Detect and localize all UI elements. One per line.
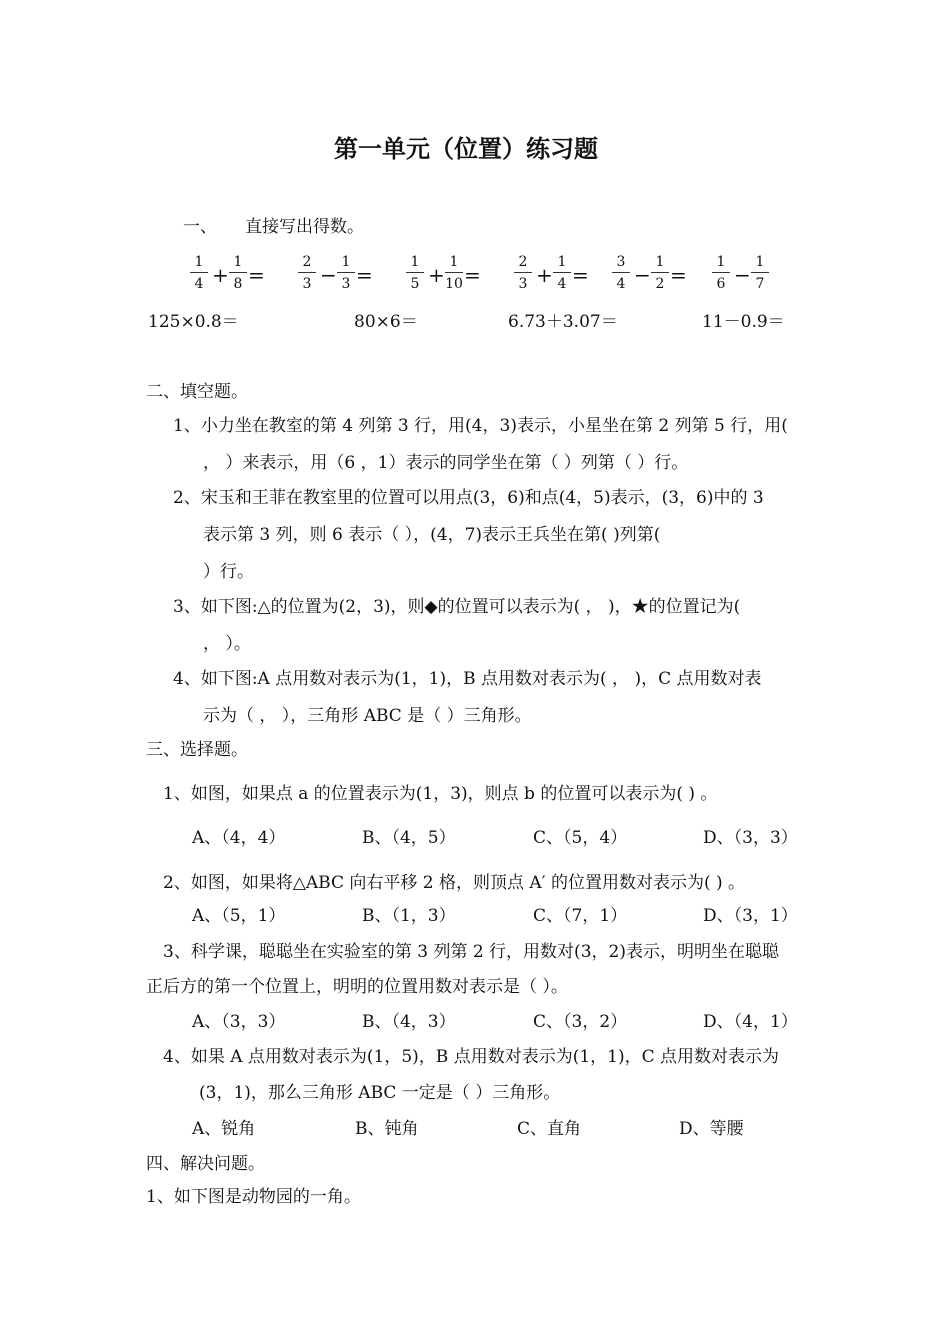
fraction [611, 255, 631, 291]
fill-q4-line2: 示为（ ， ），三角形 ABC 是（ ）三角形。 [203, 706, 532, 726]
fraction [405, 255, 425, 291]
denominator: 7 [755, 276, 765, 292]
section3-heading: 三、选择题。 [146, 740, 248, 760]
fraction-bar [229, 272, 247, 273]
choice-q2-option-b: B、（1，3） [362, 906, 456, 926]
section1-heading-text: 直接写出得数。 [245, 217, 364, 237]
fraction-bar [445, 272, 463, 273]
fraction-bar [298, 272, 316, 273]
choice-q3-option-a: A、（3，3） [192, 1012, 286, 1032]
fraction-bar [337, 272, 355, 273]
denominator: 5 [410, 276, 420, 292]
operator: + [536, 263, 553, 287]
choice-q3-option-c: C、（3，2） [533, 1012, 628, 1032]
choice-q1-option-a: A、（4，4） [192, 828, 286, 848]
numerator: 2 [518, 254, 528, 270]
denominator: 2 [655, 276, 665, 292]
section2-heading: 二、填空题。 [146, 382, 248, 402]
fraction-bar [406, 272, 424, 273]
section1-heading-number: 一、 [183, 217, 217, 237]
numerator: 1 [449, 254, 459, 270]
choice-q3-line1: 3、科学课，聪聪坐在实验室的第 3 列第 2 行，用数对(3，2)表示，明明坐在聪聪 [163, 942, 779, 962]
fraction [650, 255, 670, 291]
choice-q4-line1: 4、如果 A 点用数对表示为(1，5)，B 点用数对表示为(1，1)，C 点用数对表示为 [163, 1047, 779, 1067]
fraction [711, 255, 731, 291]
choice-q4-option-a: A、锐角 [192, 1119, 256, 1139]
fraction [513, 255, 533, 291]
denominator: 3 [518, 276, 528, 292]
choice-q1-option-b: B、（4，5） [362, 828, 456, 848]
fraction-bar [612, 272, 630, 273]
fill-q1-line2: ， ）来表示，用（6 ，1）表示的同学坐在第（ ）列第（ ）行。 [203, 453, 689, 473]
fraction [336, 255, 356, 291]
numerator: 1 [557, 254, 567, 270]
operator: − [320, 263, 337, 287]
fill-q2-line1: 2、宋玉和王菲在教室里的位置可以用点(3，6)和点(4，5)表示，(3，6)中的 3 [173, 488, 764, 508]
denominator: 4 [557, 276, 567, 292]
choice-q4-option-c: C、直角 [517, 1119, 582, 1139]
operator: + [212, 263, 229, 287]
operator: + [428, 263, 445, 287]
fraction-bar [712, 272, 730, 273]
choice-q3-line2: 正后方的第一个位置上，明明的位置用数对表示是（ ）。 [146, 977, 568, 997]
numerator: 1 [194, 254, 204, 270]
numerator: 3 [616, 254, 626, 270]
denominator: 8 [233, 276, 243, 292]
equals-sign: = [464, 263, 481, 287]
solve-q1: 1、如下图是动物园的一角。 [146, 1187, 361, 1207]
numerator: 1 [410, 254, 420, 270]
choice-q4-line2: (3，1)，那么三角形 ABC 一定是（ ）三角形。 [199, 1083, 561, 1103]
choice-q3-option-b: B、（4，3） [362, 1012, 456, 1032]
choice-q2-option-a: A、（5，1） [192, 906, 286, 926]
choice-q2-option-d: D、（3，1） [703, 906, 798, 926]
denominator: 4 [194, 276, 204, 292]
fraction-bar [553, 272, 571, 273]
numerator: 1 [233, 254, 243, 270]
calc-problem-1: 125×0.8＝ [148, 312, 239, 332]
section4-heading: 四、解决问题。 [146, 1154, 265, 1174]
choice-q4-option-b: B、钝角 [355, 1119, 419, 1139]
equals-sign: = [572, 263, 589, 287]
fraction-bar [651, 272, 669, 273]
fill-q2-line3: ）行。 [203, 562, 254, 582]
operator: − [734, 263, 751, 287]
fraction [750, 255, 770, 291]
denominator: 3 [302, 276, 312, 292]
fraction [297, 255, 317, 291]
fill-q1-line1: 1、小力坐在教室的第 4 列第 3 行，用(4，3)表示，小星坐在第 2 列第 5 行，用( [173, 416, 788, 436]
choice-q4-option-d: D、等腰 [679, 1119, 744, 1139]
denominator: 10 [445, 276, 463, 292]
fill-q3-line2: ， ）。 [203, 634, 251, 654]
choice-q1-option-d: D、（3，3） [703, 828, 798, 848]
equals-sign: = [670, 263, 687, 287]
choice-q2-option-c: C、（7，1） [533, 906, 628, 926]
calc-problem-2: 80×6＝ [354, 312, 418, 332]
numerator: 2 [302, 254, 312, 270]
calc-problem-4: 11－0.9＝ [702, 312, 785, 332]
fill-q4-line1: 4、如下图:A 点用数对表示为(1，1)，B 点用数对表示为( ， )，C 点用数对表 [173, 669, 762, 689]
fraction [228, 255, 248, 291]
equals-sign: = [248, 263, 265, 287]
fraction-bar [514, 272, 532, 273]
choice-q3-option-d: D、（4，1） [703, 1012, 798, 1032]
operator: − [634, 263, 651, 287]
fraction [189, 255, 209, 291]
fill-q3-line1: 3、如下图:△的位置为(2，3)，则◆的位置可以表示为( ， )，★的位置记为( [173, 597, 741, 617]
fraction-bar [190, 272, 208, 273]
fraction [444, 255, 464, 291]
numerator: 1 [655, 254, 665, 270]
numerator: 1 [755, 254, 765, 270]
choice-q1-option-c: C、（5，4） [533, 828, 628, 848]
fraction-bar [751, 272, 769, 273]
choice-q2: 2、如图，如果将△ABC 向右平移 2 格，则顶点 A′ 的位置用数对表示为( ) 。 [163, 873, 746, 893]
page-title: 第一单元（位置）练习题 [334, 135, 598, 163]
denominator: 6 [716, 276, 726, 292]
choice-q1: 1、如图，如果点 a 的位置表示为(1，3)，则点 b 的位置可以表示为( ) 。 [163, 784, 718, 804]
numerator: 1 [341, 254, 351, 270]
calc-problem-3: 6.73＋3.07＝ [508, 312, 618, 332]
equals-sign: = [356, 263, 373, 287]
denominator: 3 [341, 276, 351, 292]
numerator: 1 [716, 254, 726, 270]
denominator: 4 [616, 276, 626, 292]
fraction [552, 255, 572, 291]
fill-q2-line2: 表示第 3 列，则 6 表示（ ），(4，7)表示王兵坐在第( )列第( [203, 525, 661, 545]
